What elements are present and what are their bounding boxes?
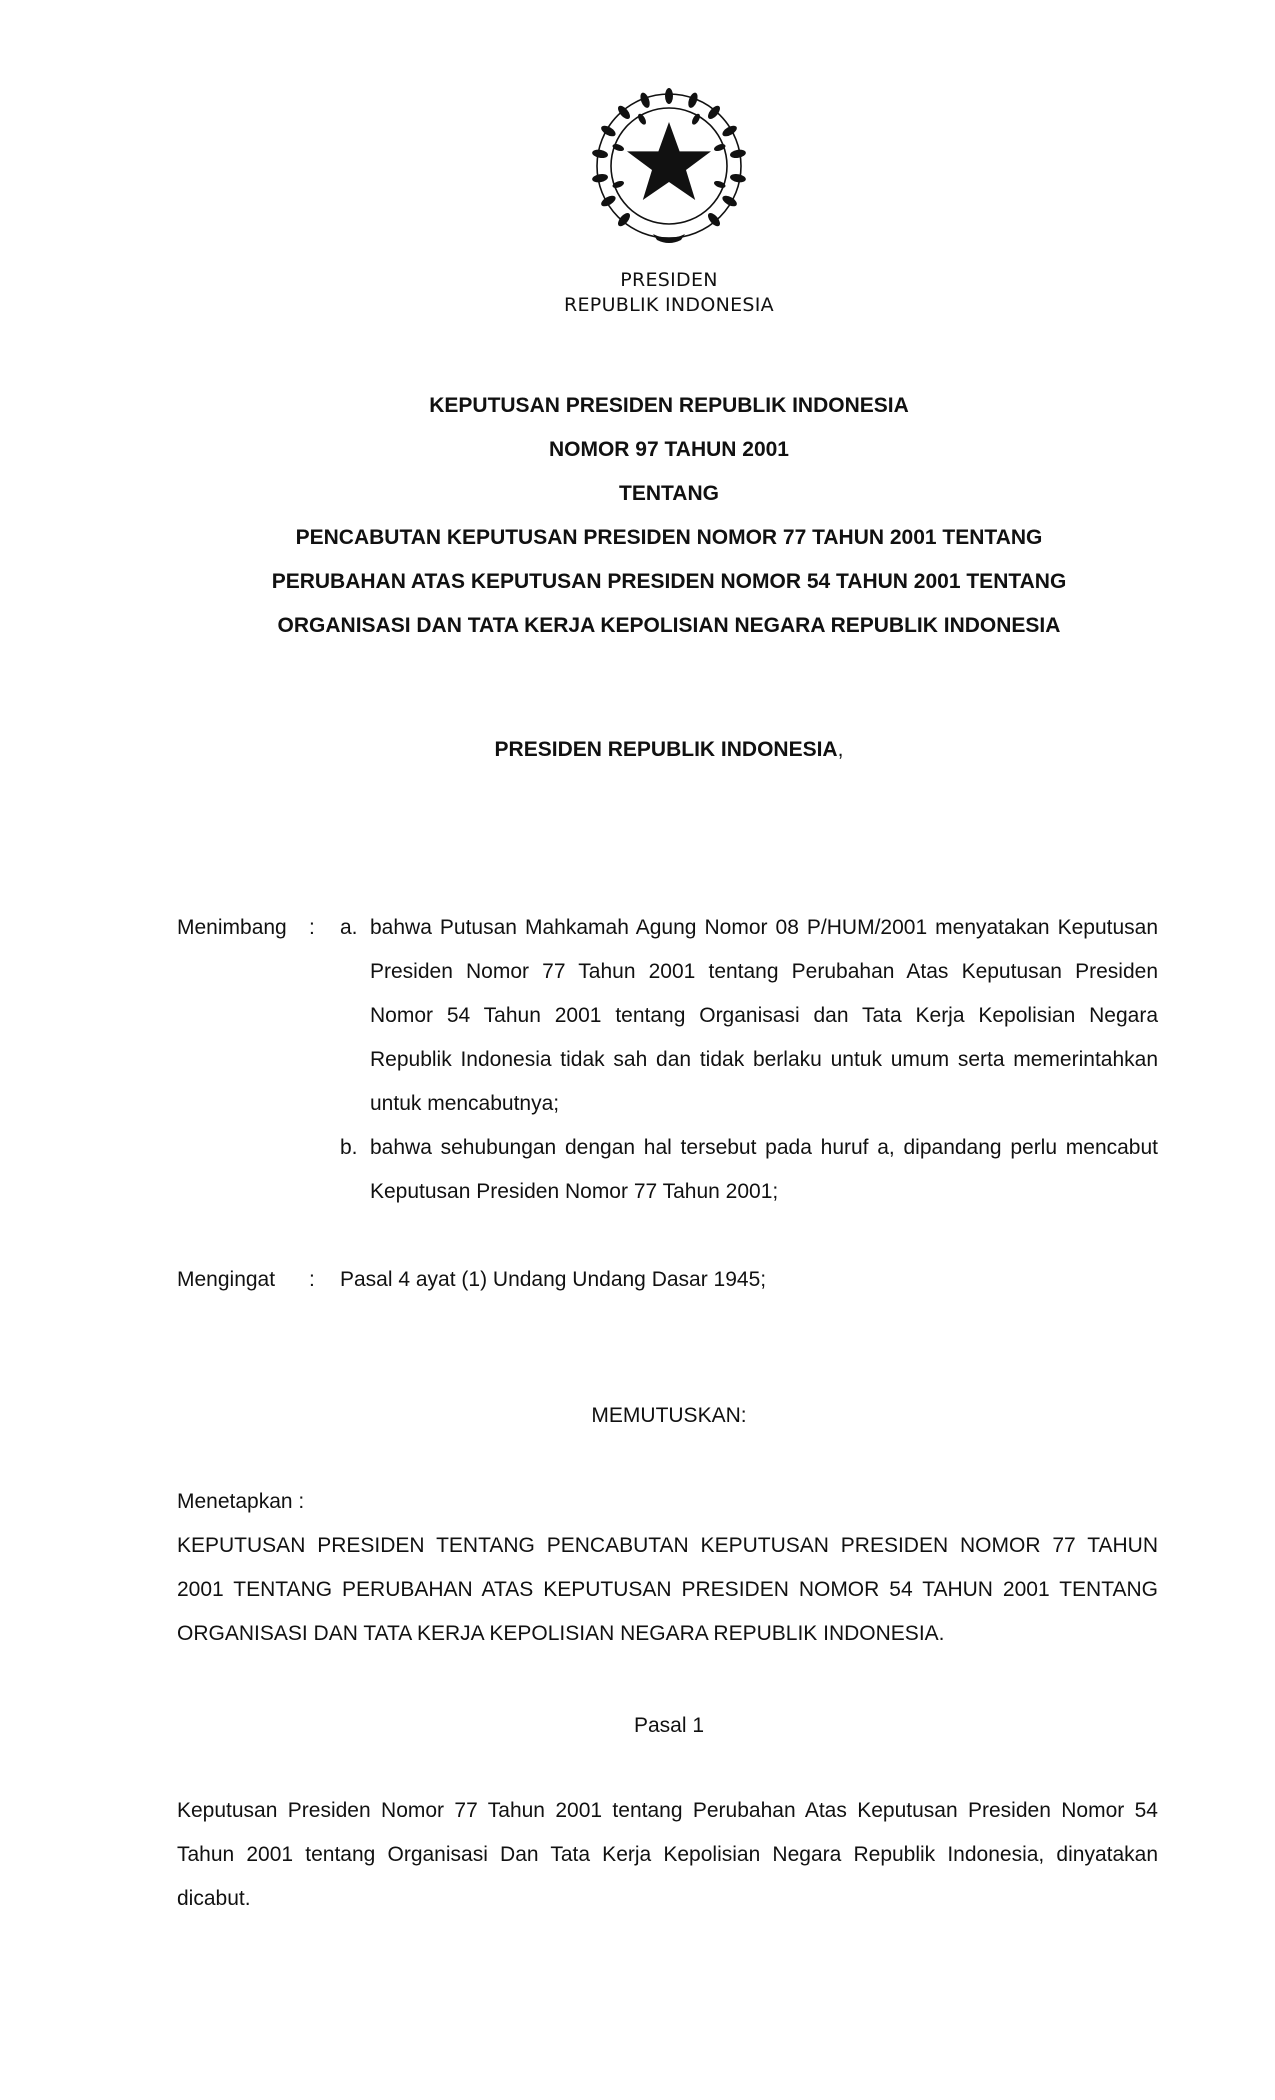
- mengingat-section: [0, 1258, 1275, 1302]
- caption-presiden: PRESIDEN: [620, 269, 718, 291]
- menetapkan-text: KEPUTUSAN PRESIDEN TENTANG PENCABUTAN KEPUTUSAN PRESIDEN NOMOR 77 TAHUN 2001 TENTANG PERUBAHAN ATAS KEPUTUSAN PRESIDEN NOMOR 54 TAHUN 2001 TENTANG ORGANISASI DAN TATA KERJA KEPOLISIAN NEGARA REPUBLIK INDONESIA.: [177, 1534, 1158, 1645]
- menimbang-item-a-text: bahwa Putusan Mahkamah Agung Nomor 08 P/HUM/2001 menyatakan Keputusan Presiden Nomor 77 Tahun 2001 tentang Perubahan Atas Keputusan Presiden Nomor 54 Tahun 2001 tentang Organisasi dan Tata Kerja Kepolisian Negara Republik Indonesia tidak sah dan tidak berlaku untuk umum serta memerintahkan untuk mencabutnya;: [370, 916, 1158, 1115]
- emblem-caption: [437, 268, 901, 318]
- caption-republik-indonesia: REPUBLIK INDONESIA: [564, 294, 774, 316]
- mengingat-label: Mengingat: [177, 1268, 276, 1291]
- opening-line: [150, 732, 1188, 768]
- pasal-1-heading: Pasal 1: [633, 1714, 705, 1737]
- title-line-5: PERUBAHAN ATAS KEPUTUSAN PRESIDEN NOMOR 54 TAHUN 2001 TENTANG: [271, 570, 1067, 593]
- title-line-6: ORGANISASI DAN TATA KERJA KEPOLISIAN NEGARA REPUBLIK INDONESIA: [277, 614, 1061, 637]
- decree-title: [150, 384, 1188, 648]
- menimbang-label: Menimbang: [177, 916, 287, 939]
- title-line-3: TENTANG: [619, 482, 719, 505]
- menimbang-item-b-text: bahwa sehubungan dengan hal tersebut pada huruf a, dipandang perlu mencabut Keputusan Presiden Nomor 77 Tahun 2001;: [370, 1136, 1158, 1203]
- memutuskan-heading: MEMUTUSKAN:: [591, 1404, 747, 1427]
- menimbang-item-b-letter: b.: [340, 1136, 358, 1159]
- garuda-star-emblem-icon: [589, 86, 749, 246]
- menimbang-section: [0, 906, 1275, 1206]
- pasal-1-text: Keputusan Presiden Nomor 77 Tahun 2001 tentang Perubahan Atas Keputusan Presiden Nomor 54 Tahun 2001 tentang Organisasi Dan Tata Kerja Kepolisian Negara Republik Indonesia, dinyatakan dicabut.: [177, 1799, 1158, 1910]
- menimbang-colon: :: [309, 916, 315, 939]
- opening-text: PRESIDEN REPUBLIK INDONESIA: [494, 738, 838, 761]
- title-line-4: PENCABUTAN KEPUTUSAN PRESIDEN NOMOR 77 TAHUN 2001 TENTANG: [295, 526, 1043, 549]
- title-line-1: KEPUTUSAN PRESIDEN REPUBLIK INDONESIA: [429, 394, 909, 417]
- title-line-2: NOMOR 97 TAHUN 2001: [548, 438, 789, 461]
- mengingat-text: Pasal 4 ayat (1) Undang Undang Dasar 1945;: [340, 1268, 767, 1291]
- mengingat-colon: :: [309, 1268, 315, 1291]
- opening-suffix: ,: [837, 738, 844, 761]
- menimbang-item-a-letter: a.: [340, 916, 358, 939]
- menetapkan-label: Menetapkan :: [177, 1490, 305, 1513]
